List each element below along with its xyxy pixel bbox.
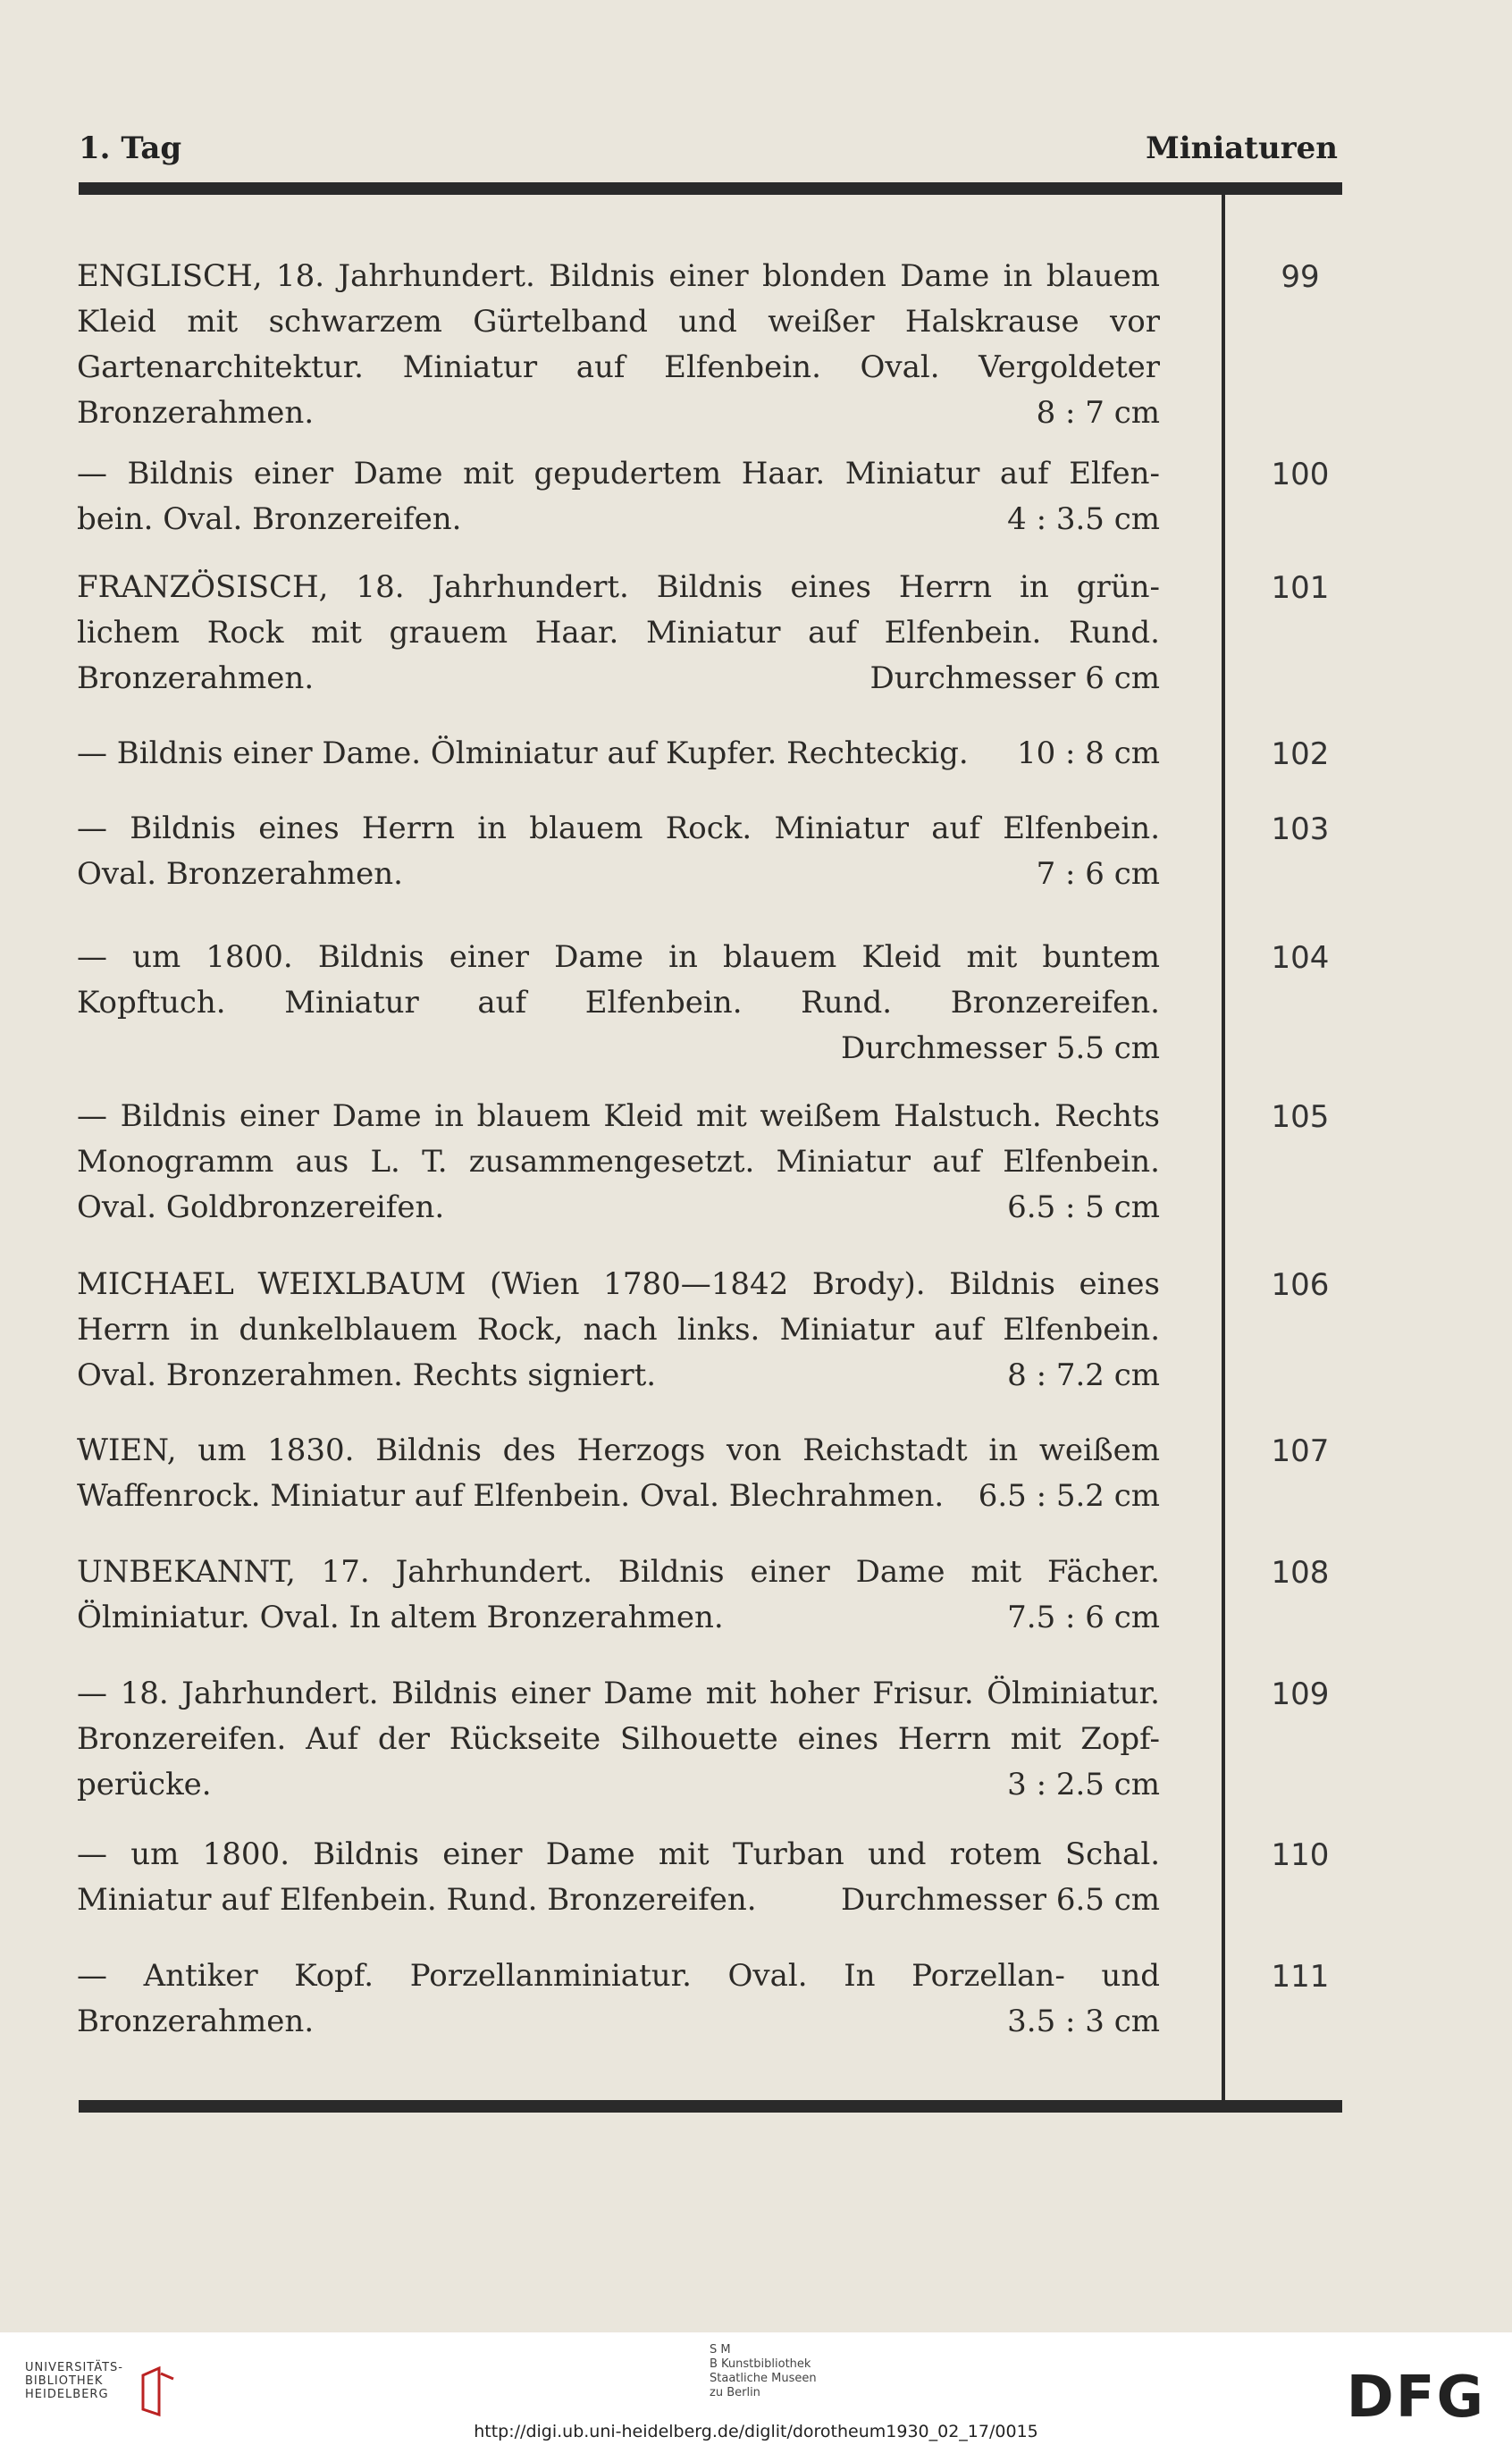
entry-text-line: — um 1800. Bildnis einer Dame in blauem Kleid mit buntem xyxy=(77,939,1160,975)
top-rule xyxy=(79,182,1342,195)
entry-text-line: FRANZÖSISCH, 18. Jahrhundert. Bildnis eines Herrn in grün- xyxy=(77,569,1160,605)
smb-logo: S M B Kunstbibliothek Staatliche Museen zu Berlin xyxy=(710,2343,817,2399)
digitization-footer xyxy=(0,2332,1512,2445)
lot-number: 100 xyxy=(1271,457,1330,492)
entry-dimensions: 10 : 8 cm xyxy=(1016,735,1160,771)
catalog-entry xyxy=(77,1262,1160,1399)
catalog-entry xyxy=(77,1671,1160,1808)
entry-text-line: — Antiker Kopf. Porzellanminiatur. Oval. In Porzellan- und xyxy=(77,1958,1160,1994)
dfg-logo: DFG xyxy=(1346,2365,1485,2431)
entry-dimensions: 6.5 : 5.2 cm xyxy=(978,1478,1160,1514)
catalog-entry xyxy=(77,1550,1160,1641)
entry-text-line: Herrn in dunkelblauem Rock, nach links. Miniatur auf Elfenbein. xyxy=(77,1312,1160,1348)
entry-text-line: — Bildnis eines Herrn in blauem Rock. Miniatur auf Elfenbein. xyxy=(77,811,1160,846)
entry-dimensions: Durchmesser 6 cm xyxy=(869,660,1160,696)
entry-text-line: Bronzerahmen. xyxy=(77,395,315,431)
catalog-entry xyxy=(77,935,1160,1071)
lot-number: 109 xyxy=(1271,1676,1330,1712)
entry-text-line: — Bildnis einer Dame in blauem Kleid mit weißem Halstuch. Rechts xyxy=(77,1098,1160,1134)
lot-number: 104 xyxy=(1271,940,1330,976)
entry-text-line: Bronzerahmen. xyxy=(77,660,315,696)
lot-number: 106 xyxy=(1271,1267,1330,1303)
bottom-rule xyxy=(79,2100,1342,2113)
entry-text-line: ENGLISCH, 18. Jahrhundert. Bildnis einer blonden Dame in blauem xyxy=(77,258,1160,294)
entry-dimensions: Durchmesser 5.5 cm xyxy=(841,1030,1160,1066)
entry-text-line: Monogramm aus L. T. zusammengesetzt. Miniatur auf Elfenbein. xyxy=(77,1144,1160,1180)
lot-number: 111 xyxy=(1271,1959,1330,1995)
catalog-entry xyxy=(77,1094,1160,1231)
lot-number: 99 xyxy=(1281,259,1320,295)
lot-number: 110 xyxy=(1271,1837,1330,1873)
entry-dimensions: 3.5 : 3 cm xyxy=(1007,2004,1160,2039)
lot-number: 105 xyxy=(1271,1099,1330,1135)
catalog-entry xyxy=(77,731,1160,777)
catalog-entry xyxy=(77,1832,1160,1923)
entry-text-line: Waffenrock. Miniatur auf Elfenbein. Oval. Blechrahmen. xyxy=(77,1478,945,1514)
catalog-entry xyxy=(77,806,1160,897)
catalog-entry xyxy=(77,451,1160,542)
entry-dimensions: 3 : 2.5 cm xyxy=(1007,1767,1160,1802)
entry-text-line: Oval. Bronzerahmen. xyxy=(77,856,403,892)
entry-text-line: UNBEKANNT, 17. Jahrhundert. Bildnis einer Dame mit Fächer. xyxy=(77,1554,1160,1590)
entry-text-line: Miniatur auf Elfenbein. Rund. Bronzereifen. xyxy=(77,1882,757,1918)
entry-dimensions: 7 : 6 cm xyxy=(1036,856,1160,892)
lot-number: 103 xyxy=(1271,811,1330,847)
catalog-entry xyxy=(77,1953,1160,2045)
entry-text-line: — Bildnis einer Dame. Ölminiatur auf Kupfer. Rechteckig. xyxy=(77,735,969,771)
permalink-url[interactable]: http://digi.ub.uni-heidelberg.de/diglit/dorotheum1930_02_17/0015 xyxy=(474,2422,1038,2441)
entry-text-line: Kopftuch. Miniatur auf Elfenbein. Rund. Bronzereifen. xyxy=(77,985,1160,1021)
lot-number: 108 xyxy=(1271,1555,1330,1591)
catalog-entry xyxy=(77,565,1160,702)
entry-text-line: lichem Rock mit grauem Haar. Miniatur auf Elfenbein. Rund. xyxy=(77,615,1160,651)
entry-dimensions: 8 : 7.2 cm xyxy=(1007,1357,1160,1393)
entry-text-line: bein. Oval. Bronzereifen. xyxy=(77,501,462,537)
lot-number: 102 xyxy=(1271,736,1330,772)
entry-text-line: Oval. Bronzerahmen. Rechts signiert. xyxy=(77,1357,657,1393)
catalog-entry xyxy=(77,254,1160,436)
entry-text-line: Ölminiatur. Oval. In altem Bronzerahmen. xyxy=(77,1600,724,1635)
entry-text-line: Gartenarchitektur. Miniatur auf Elfenbein. Oval. Vergoldeter xyxy=(77,349,1160,385)
entry-text-line: — um 1800. Bildnis einer Dame mit Turban und rotem Schal. xyxy=(77,1836,1160,1872)
ub-logo-mark-icon xyxy=(134,2365,179,2418)
header-section: Miniaturen xyxy=(1146,130,1338,166)
entry-text-line: — 18. Jahrhundert. Bildnis einer Dame mit hoher Frisur. Ölminiatur. xyxy=(77,1676,1160,1711)
ub-heidelberg-logo: UNIVERSITÄTS- BIBLIOTHEK HEIDELBERG xyxy=(25,2361,123,2401)
entry-dimensions: Durchmesser 6.5 cm xyxy=(841,1882,1160,1918)
entry-text-line: Bronzereifen. Auf der Rückseite Silhouette eines Herrn mit Zopf- xyxy=(77,1721,1160,1757)
entry-text-line: — Bildnis einer Dame mit gepudertem Haar. Miniatur auf Elfen- xyxy=(77,456,1160,492)
entry-text-line: WIEN, um 1830. Bildnis des Herzogs von Reichstadt in weißem xyxy=(77,1433,1160,1468)
entry-text-line: Bronzerahmen. xyxy=(77,2004,315,2039)
entry-text-line: Oval. Goldbronzereifen. xyxy=(77,1189,445,1225)
entry-text-line: MICHAEL WEIXLBAUM (Wien 1780—1842 Brody). Bildnis eines xyxy=(77,1266,1160,1302)
entry-text-line: perücke. xyxy=(77,1767,212,1802)
lot-number: 107 xyxy=(1271,1433,1330,1469)
catalog-entry xyxy=(77,1428,1160,1519)
entry-dimensions: 6.5 : 5 cm xyxy=(1007,1189,1160,1225)
entry-dimensions: 4 : 3.5 cm xyxy=(1007,501,1160,537)
entry-text-line: Kleid mit schwarzem Gürtelband und weißer Halskrause vor xyxy=(77,304,1160,340)
entry-dimensions: 8 : 7 cm xyxy=(1036,395,1160,431)
number-column-rule xyxy=(1222,195,1225,2100)
lot-number: 101 xyxy=(1271,570,1330,606)
header-day: 1. Tag xyxy=(79,130,182,166)
entry-dimensions: 7.5 : 6 cm xyxy=(1007,1600,1160,1635)
